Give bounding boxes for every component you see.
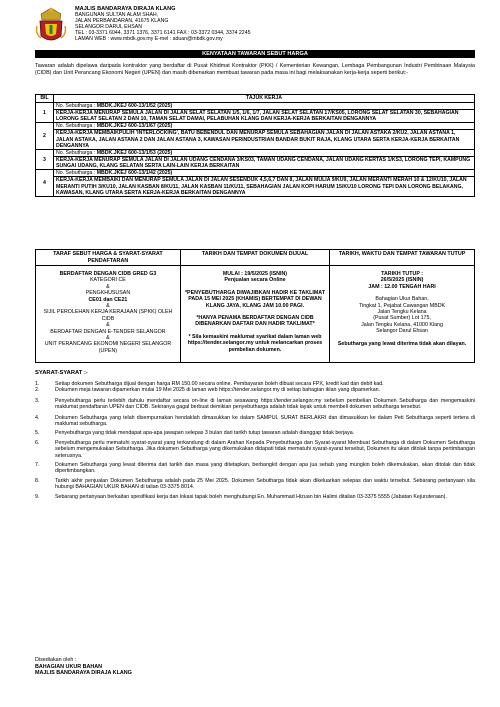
work-title: KERJA-KERJA MEMBAIKPULIH 'INTERLOCKING', BATU BEBENDUL DAN MENURAP SEMULA SEBAHAGIAN JALAN DI JALAN ASTAKA 2/KU2, JALAN ASTANA 1, JALAN ASTAKA, JALAN ASTANA 2 DAN JALAN ASTANA 3, KAWASAN PERINDUSTRIAN BANDAR BUKIT RAJA, KLANG UTARA SERTA KERJA-KERJA BERKAITAN DENGANNYA	[54, 129, 474, 149]
term-number: 5.	[35, 430, 40, 437]
requirement-line: KATEGORI CE	[90, 277, 126, 284]
term-text: Setiap dokumen Sebutharga dijual dengan harga RM 150.00 secara online. Pembayaran boleh dibuat secara FPX, kredit kad dan debit kad.	[55, 381, 384, 387]
cidb-grade: BERDAFTAR DENGAN CIDB GRED G3	[59, 271, 157, 277]
term-text: Sebarang pertanyaan berkaitan spesifikasi kerja dan lokasi tapak boleh menghubungi En. Muhammad Hizuan bin Halimi ditalian 03-3375 5555 (Jabatan Kejuruteraan).	[55, 493, 447, 500]
council-name: MAJLIS BANDARAYA DIRAJA KLANG	[35, 670, 132, 677]
late-submission-note: Sebutharga yang lewat diterima tidak akan dilayan.	[337, 340, 467, 347]
requirement-line: SIJIL PEROLEHAN KERJA KERAJAAN (SPKK) OLEH CIDB	[43, 309, 173, 322]
ref-line: No. Sebutharga : MBDK.JKEJ 600-13/1/42 (2025)	[56, 170, 173, 177]
requirement-line: CE01 dan CE21	[88, 296, 128, 303]
requirement-line: PENGKHUSUSAN	[85, 290, 131, 297]
row-number: 2	[36, 123, 54, 150]
ref-number: MBDK.JKEJ 600-13/1/67 (2025)	[96, 123, 173, 130]
term-item	[35, 430, 475, 436]
closing-address-line: Jalan Tengku Kelana	[377, 309, 427, 316]
address-line: JALAN PERBANDARAN, 41675 KLANG	[75, 18, 169, 25]
term-item	[35, 494, 475, 500]
cidb-note: *HANYA PENAMA BERDAFTAR DENGAN CIDB DIBENARKAN DAFTAR DAN HADIR TAKLIMAT*	[195, 315, 315, 328]
requirement-line: &	[106, 283, 110, 290]
row-number: 4	[36, 170, 54, 197]
term-item	[35, 440, 475, 459]
sale-start-date: MULAI : 19/5/2025 (ISNIN)	[222, 271, 288, 277]
requirement-line: &	[106, 322, 110, 329]
closing-address-line: Selangor Darul Ehsan	[376, 328, 428, 335]
term-text: Penyebutharga perlu terlebih dahulu mendaftar secara on-line di laman sesawang https://tender.selangor.my sebelum pembelian Dokumen Sebutharga dan mengemaskini maklumat pendaftaran UPEN dan CIDB. Sekiranya gagal berbuat demikian penyebutharga adalah tidak layak untuk membeli dokumen sebutharga tersebut.	[55, 397, 475, 411]
table-row	[36, 103, 475, 123]
col-header-closing: TARIKH, WAKTU DAN TEMPAT TAWARAN TUTUP	[330, 250, 475, 266]
row-number: 1	[36, 103, 54, 123]
term-number: 8.	[35, 477, 40, 484]
info-table	[35, 249, 475, 363]
col-header-requirements: TARAF SEBUT HARGA & SYARAT-SYARAT PENDAFTARAN	[36, 250, 181, 266]
term-number: 3.	[35, 397, 40, 404]
signoff-block	[35, 657, 132, 677]
term-item	[35, 462, 475, 475]
work-title: KERJA-KERJA MENURAP SEMULA JALAN DI JALAN SELAT SELATAN 1/5, 1/6, 1/7, JALAN SELAT SELATAN 17/KS05, LORONG SELAT SELATAN 30, SEBAHAGIAN LORONG SELAT SELATAN 2 DAN 10, TAMAN SELAT DAMAI, PELABUHAN KLANG DAN KERJA-KERJA BERKAITAN DENGANNYA	[54, 109, 474, 122]
term-number: 2.	[35, 387, 40, 394]
terms-heading: SYARAT-SYARAT :-	[35, 370, 88, 376]
intro-paragraph: Tawaran adalah dipelawa daripada kontraktor yang berdaftar di Pusat Khidmat Kontraktor (PKK) / Kementerian Kewangan, Lembaga Pembangunan Industri Pembinaan Malaysia (CIDB) dan Unit Perancang Ekonomi Negeri (UPEN) dan masih dibenarkan membuat tawaran pada masa ini bagi melaksanakan kerja-kerja seperti berikut:-	[35, 63, 475, 77]
closing-address-line: Jalan Tengku Kelana, 41000 Klang	[361, 321, 443, 328]
term-number: 9.	[35, 493, 40, 500]
terms-list	[35, 381, 475, 503]
term-text: Dokumen meja tawaran dipamerkan mulai 19 Mei 2025 di laman web https://tender.selangor.my di setiap bahagian iklan yang dipamerkan.	[55, 387, 381, 394]
ref-line: No. Sebutharga : MBDK.JKEJ 600-13/1/67 (2025)	[56, 123, 173, 130]
term-text: Penyebutharga perlu mematuhi syarat-syarat yang terkandung di dalam Arahan Kepada Penyebutharga dan Syarat-syarat Membuat Sebutharga di dalam Dokumen Sebutharga sebelum mengemukakan Sebutharga. Jika dokumen Sebutharga yang dikemukakan didapati tidak mematuhi syarat-syarat tersebut, Dokumen itu akan ditolak tanpa pertimbangan seterusnya.	[55, 439, 475, 459]
notice-title: KENYATAAN TAWARAN SEBUT HARGA	[35, 50, 475, 58]
prepared-by-label: Disediakan oleh :	[35, 657, 77, 663]
org-name: MAJLIS BANDARAYA DIRAJA KLANG	[75, 6, 176, 12]
closing-address-line: Tingkat 1, Pejabat Cawangan MBDK	[359, 302, 446, 309]
requirement-line: &	[106, 303, 110, 310]
term-text: Tarikh akhir penjualan Dokumen Sebutharga adalah pada 25 Mei 2025. Dokumen Sebutharga tidak akan dikeluarkan selepas dan waktu tersebut. Sebarang pertanyaan sila hubungi BAHAGIAN UKUR BAHAN di talian 03-3375 8014.	[55, 477, 475, 491]
term-number: 6.	[35, 439, 40, 446]
closing-label: TARIKH TUTUP :	[381, 271, 423, 277]
ref-number: MBDK.JKEJ 600-13/1/42 (2025)	[96, 170, 173, 177]
contact-line: TEL : 03-3371 6044, 3371 1376, 3371 6141 FAX : 03-3372 0344, 3374 2245	[75, 30, 251, 37]
term-item	[35, 387, 475, 393]
term-text: Dokumen Sebutharga yang telah disempurnakan hendaklah dimasukkan ke dalam SAMPUL SURAT BERLAKRI dan dimasukkan ke dalam Peti Sebutharga seperti tertera di maklumat sebutharga.	[55, 414, 475, 428]
term-text: Penyebutharga yang tidak mendapat apa-apa jawapan selepas 3 bulan dari tarikh tutup tawaran adalah dianggap tidak berjaya.	[55, 430, 355, 437]
update-profile-note: * Sila kemaskini maklumat syarikat dalam laman web https://tender.selangor.my untuk melancarkan proses pembelian dokumen.	[187, 333, 323, 353]
table-row	[36, 123, 475, 150]
ref-line: No. Sebutharga : MBDK.JKEJ 600-13/1/53 (2025)	[56, 150, 173, 157]
term-number: 1.	[35, 381, 40, 387]
term-item	[35, 415, 475, 428]
address-line: SELANGOR DARUL EHSAN	[75, 24, 142, 31]
sale-cell	[180, 266, 329, 363]
works-table	[35, 94, 475, 197]
ref-number: MBDK.JKEJ 600-13/1/53 (2025)	[96, 150, 173, 157]
work-title: KERJA-KERJA MEMBAIKI DAN MENURAP SEMULA JALAN DI JALAN SESENDUK 4,5,6,7 DAN 8, JALAN MULIA 9/KU9, JALAN MERANTI MERAH 10 & 12/KU10, JALAN MERANTI PUTIH 3/KU10, JALAN KASBAN 8/KU11, JALAN KASBAN 11/KU11, SEBAHAGIAN JALAN KOPI HARUM 15/KU10 LORONG TEPI DAN LORONG BELAKANG, KAWASAN, KLANG UTARA SERTA KERJA-KERJA BERKAITAN DENGANNYA	[54, 176, 474, 196]
letterhead	[35, 6, 475, 48]
table-row	[36, 150, 475, 170]
closing-address-line: (Pusat Sumber) Lot 175,	[373, 315, 431, 322]
work-title: KERJA-KERJA MENURAP SEMULA JALAN DI JALAN UDANG CENDANA 3/KS03, TAMAN UDANG CENDANA, JALAN UDANG KERTAS 1/KS3, LORONG TEPI, KAMPUNG SUNGAI UDANG, KLANG SELATAN SERTA LAIN-LAIN KERJA BERKAITAN	[54, 156, 474, 169]
web-email-line: LAMAN WEB : www.mbdk.gov.my E-mel : aduan@mbdk.gov.my	[75, 36, 223, 43]
table-row	[36, 170, 475, 197]
requirement-line: UNIT PERANCANG EKONOMI NEGERI SELANGOR (UPEN)	[44, 341, 172, 354]
closing-date: 26/5/2025 (ISNIN)	[380, 277, 424, 284]
term-number: 7.	[35, 462, 40, 469]
requirements-cell	[36, 266, 181, 363]
closing-cell	[330, 266, 475, 363]
briefing-note: *PENYEBUTHARGA DIWAJIBKAN HADIR KE TAKLIMAT PADA 15 MEI 2025 (KHAMIS) BERTEMPAT DI DEWAN KLANG JAYA, KLANG JAM 10.00 PAGI.	[184, 289, 325, 309]
council-crest-icon	[35, 6, 67, 46]
requirement-line: &	[106, 335, 110, 342]
closing-time: JAM : 12.00 TENGAH HARI	[368, 283, 436, 290]
row-number: 3	[36, 150, 54, 170]
term-item	[35, 478, 475, 491]
term-number: 4.	[35, 414, 40, 421]
address-block	[75, 6, 250, 43]
sale-mode: Penjualan secara Online	[224, 277, 286, 284]
term-text: Dokumen Sebutharga yang lewat diterima dari tarikh dan masa yang ditetapkan, berbangkit dengan apa jua sebab yang mungkin boleh dikemukakan, akan ditolak dan tidak dipertimbangkan.	[55, 462, 475, 475]
term-item	[35, 398, 475, 411]
closing-address-line: Bahagian Ukur Bahan,	[375, 296, 429, 303]
ref-number: MBDK.JKEJ 600-13/1/52 (2025)	[96, 103, 173, 109]
address-line: BANGUNAN SULTAN ALAM SHAH,	[75, 12, 159, 19]
ref-line: No. Sebutharga : MBDK.JKEJ 600-13/1/52 (2025)	[56, 103, 173, 109]
requirement-line: BERDAFTAR DENGAN E-TENDER SELANGOR	[50, 328, 166, 335]
col-header-sale: TARIKH DAN TEMPAT DOKUMEN DIJUAL	[180, 250, 329, 266]
col-header-bil: BIL	[36, 95, 54, 103]
col-header-title: TAJUK KERJA	[54, 95, 475, 103]
department-name: BAHAGIAN UKUR BAHAN	[35, 663, 103, 670]
